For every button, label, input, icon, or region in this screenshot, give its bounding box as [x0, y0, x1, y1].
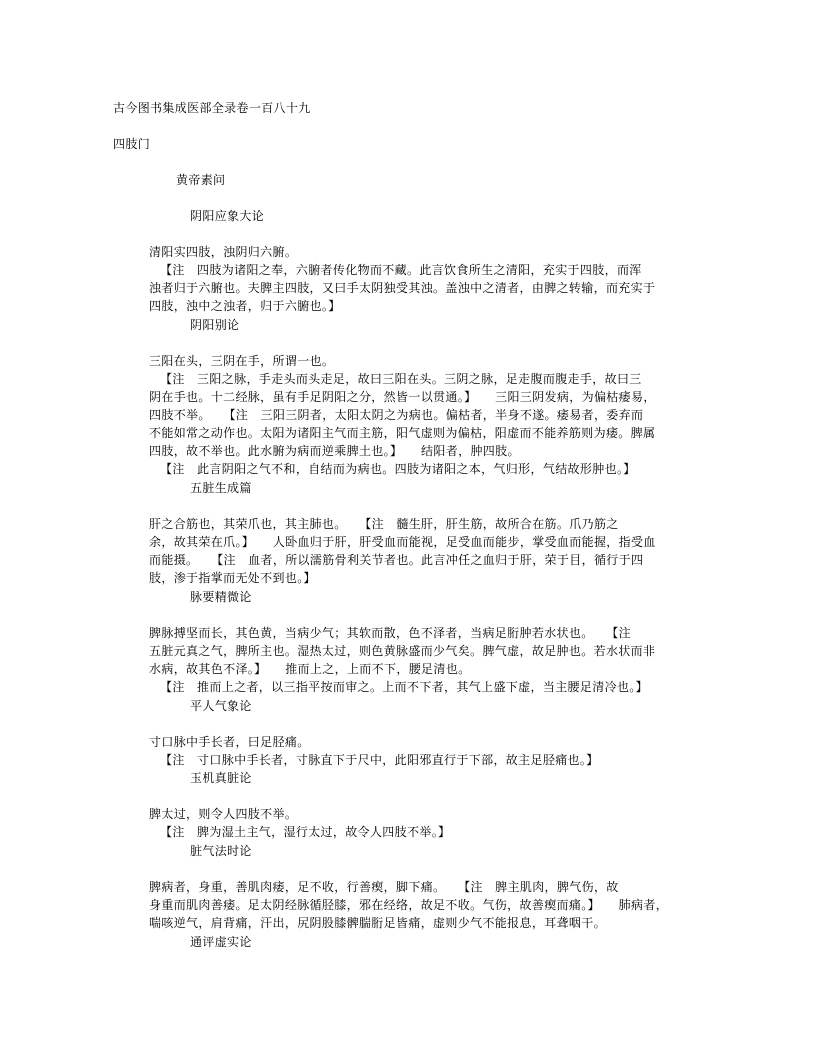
body-line: 三阳在头，三阴在手，所谓一也。 — [149, 354, 335, 368]
chapter-heading: 阴阳别论 — [190, 318, 240, 332]
annotation-line: 肢，渗于指掌而无处不到也。】 — [149, 571, 316, 585]
annotation-line: 四肢，故不举也。此水腑为病而逆乘脾土也。】 结阳者，肿四肢。 — [149, 444, 520, 458]
annotation-line: 【注 脾为湿土主气，湿行太过，故令人四肢不举。】 — [160, 825, 451, 839]
document-title: 古今图书集成医部全录卷一百八十九 — [113, 101, 311, 115]
annotation-line: 浊者归于六腑也。夫脾主四肢，又曰手太阴独受其浊。盖浊中之清者，由脾之转输，而充实于 — [149, 281, 656, 295]
body-line: 寸口脉中手长者，曰足胫痛。 — [149, 735, 310, 749]
annotation-line: 喘咳逆气，肩背痛，汗出，尻阴股膝髀腨胻足皆痛，虚则少气不能报息，耳聋咽干。 — [149, 916, 606, 930]
chapter-heading: 玉机真脏论 — [190, 771, 252, 785]
chapter-heading: 脏气法时论 — [190, 844, 252, 858]
body-line: 脾病者，身重，善肌肉痿，足不收，行善瘈，脚下痛。 【注 脾主肌肉，脾气伤，故 — [149, 880, 619, 894]
annotation-line: 五脏元真之气，脾所主也。湿热太过，则色黄脉盛而少气矣。脾气虚，故足肿也。若水状而非 — [149, 644, 656, 658]
annotation-line: 【注 三阳之脉，手走头而头走足，故曰三阳在头。三阴之脉，足走腹而腹走手，故曰三 — [160, 372, 642, 386]
section-heading: 四肢门 — [113, 137, 151, 151]
annotation-line: 不能如常之动作也。太阳为诸阳主气而主筋，阳气虚则为偏枯，阳虚而不能养筋则为痿。脾属 — [149, 426, 656, 440]
body-line: 脾脉搏坚而长，其色黄，当病少气；其软而散，色不泽者，当病足胻肿若水状也。 【注 — [149, 626, 632, 640]
chapter-heading: 五脏生成篇 — [190, 481, 252, 495]
chapter-heading: 平人气象论 — [190, 699, 252, 713]
annotation-line: 余，故其荣在爪。】 人卧血归于肝，肝受血而能视，足受血而能步，掌受血而能握，指受血 — [149, 535, 656, 549]
annotation-line: 四肢不举。 【注 三阳三阴者，太阳太阴之为病也。偏枯者，半身不遂。痿易者，委弃而 — [149, 408, 644, 422]
chapter-heading: 通评虚实论 — [190, 935, 252, 949]
chapter-heading: 阴阳应象大论 — [190, 209, 265, 223]
body-line: 清阳实四肢，浊阴归六腑。 — [149, 245, 298, 259]
annotation-line: 【注 寸口脉中手长者，寸脉直下于尺中，此阳邪直行于下部，故主足胫痛也。】 — [160, 753, 599, 767]
annotation-line: 【注 推而上之者，以三指平按而审之。上而不下者，其气上盛下虚，当主腰足清冷也。】 — [160, 680, 649, 694]
body-line: 肝之合筋也，其荣爪也，其主肺也。 【注 髓生肝，肝生筋，故所合在筋。爪乃筋之 — [149, 517, 619, 531]
annotation-line: 【注 四肢为诸阳之奉，六腑者传化物而不藏。此言饮食所生之清阳，充实于四肢，而浑 — [160, 263, 642, 277]
chapter-heading: 脉要精微论 — [190, 590, 252, 604]
annotation-line: 身重而肌肉善痿。足太阴经脉循胫膝，邪在经络，故足不收。气伤，故善瘈而痛。】 肺病者， — [149, 898, 669, 912]
annotation-line: 而能摄。 【注 血者，所以濡筋骨利关节者也。此言冲任之血归于肝，荣于目，循行于四 — [149, 553, 644, 567]
annotation-line: 阴在手也。十二经脉，虽有手足阴阳之分，然皆一以贯通。】 三阳三阴发病，为偏枯痿易， — [149, 390, 656, 404]
source-heading: 黄帝素问 — [176, 173, 226, 187]
annotation-line: 【注 此言阴阳之气不和，自结而为病也。四肢为诸阳之本，气归形，气结故形肿也。】 — [160, 462, 636, 476]
annotation-line: 四肢，浊中之浊者，归于六腑也。】 — [149, 299, 341, 313]
body-line: 脾太过，则令人四肢不举。 — [149, 807, 298, 821]
annotation-line: 水病，故其色不泽。】 推而上之，上而不下，腰足清也。 — [149, 662, 471, 676]
